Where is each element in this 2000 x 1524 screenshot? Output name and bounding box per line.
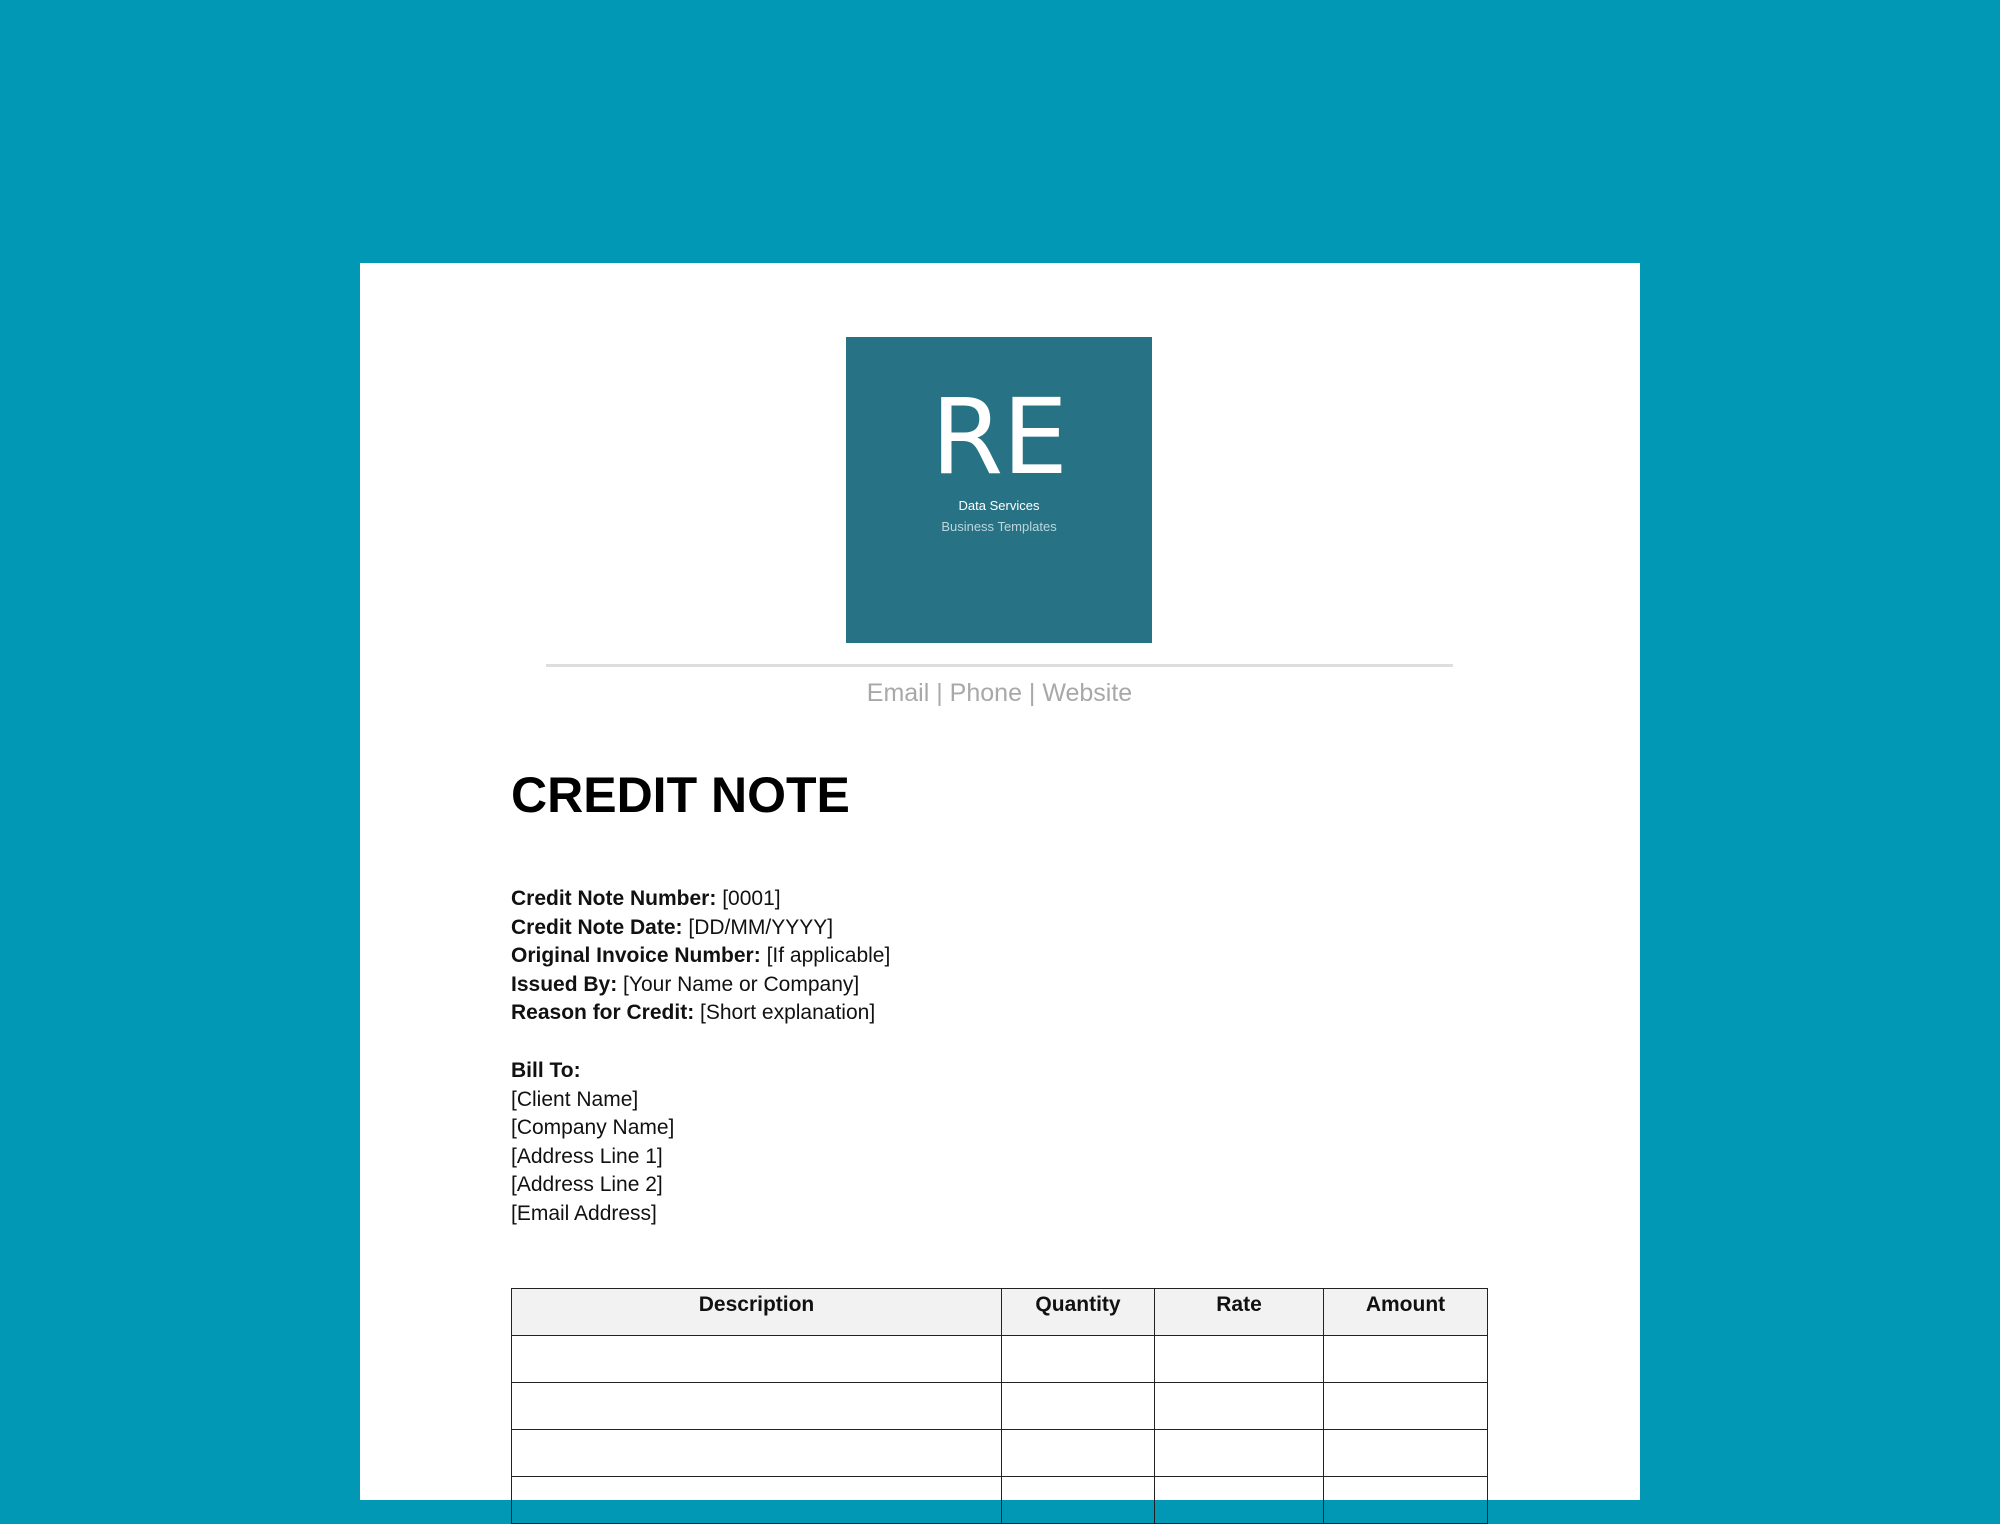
table-cell (1324, 1336, 1488, 1383)
logo-company-name: Data Services (958, 498, 1040, 513)
detail-label: Issued By: (511, 972, 618, 996)
bill-to-heading: Bill To: (511, 1059, 581, 1082)
table-cell (1155, 1336, 1324, 1383)
detail-row-date (511, 914, 890, 943)
bill-to-email: [Email Address] (511, 1201, 657, 1225)
detail-value: [Short explanation] (700, 1001, 876, 1025)
column-header-description: Description (512, 1289, 1002, 1336)
detail-value: [If applicable] (766, 944, 891, 968)
detail-row-reason (511, 999, 890, 1028)
detail-label: Original Invoice Number: (511, 944, 761, 968)
table-cell (1002, 1336, 1155, 1383)
table-cell (512, 1336, 1002, 1383)
table-header-row (512, 1289, 1488, 1336)
detail-label: Credit Note Date: (511, 915, 683, 939)
table-cell (1324, 1477, 1488, 1524)
table-cell (512, 1477, 1002, 1524)
bill-to-client-name: [Client Name] (511, 1087, 639, 1111)
table-row (512, 1477, 1488, 1524)
table-row (512, 1430, 1488, 1477)
detail-label: Reason for Credit: (511, 1001, 695, 1025)
column-header-quantity: Quantity (1002, 1289, 1155, 1336)
detail-value: [DD/MM/YYYY] (688, 915, 834, 939)
bill-to-address-line-2: [Address Line 2] (511, 1173, 663, 1197)
table-cell (1155, 1477, 1324, 1524)
table-cell (1324, 1430, 1488, 1477)
logo-tagline: Business Templates (941, 519, 1057, 534)
table-row (512, 1336, 1488, 1383)
detail-value: [0001] (722, 887, 781, 910)
table-cell (1002, 1383, 1155, 1430)
bill-to-company-name: [Company Name] (511, 1116, 675, 1140)
bill-to-block (511, 1057, 674, 1229)
table-row (512, 1383, 1488, 1430)
document-page (360, 263, 1640, 1500)
table-cell (1155, 1430, 1324, 1477)
line-items-table (511, 1288, 1488, 1524)
table-cell (1002, 1477, 1155, 1524)
detail-row-invoice (511, 942, 890, 971)
company-logo (846, 337, 1152, 643)
credit-note-details (511, 885, 890, 1028)
column-header-amount: Amount (1324, 1289, 1488, 1336)
table-cell (1002, 1430, 1155, 1477)
detail-row-number (511, 885, 890, 914)
detail-row-issued-by (511, 971, 890, 1000)
table-cell (1324, 1383, 1488, 1430)
document-title: CREDIT NOTE (511, 767, 850, 823)
logo-initials: RE (931, 376, 1067, 498)
header-divider (546, 664, 1453, 667)
detail-value: [Your Name or Company] (623, 972, 860, 996)
bill-to-address-line-1: [Address Line 1] (511, 1144, 663, 1168)
contact-line: Email | Phone | Website (866, 679, 1133, 707)
table-cell (1155, 1383, 1324, 1430)
table-cell (512, 1430, 1002, 1477)
detail-label: Credit Note Number: (511, 887, 717, 910)
table-cell (512, 1383, 1002, 1430)
column-header-rate: Rate (1155, 1289, 1324, 1336)
